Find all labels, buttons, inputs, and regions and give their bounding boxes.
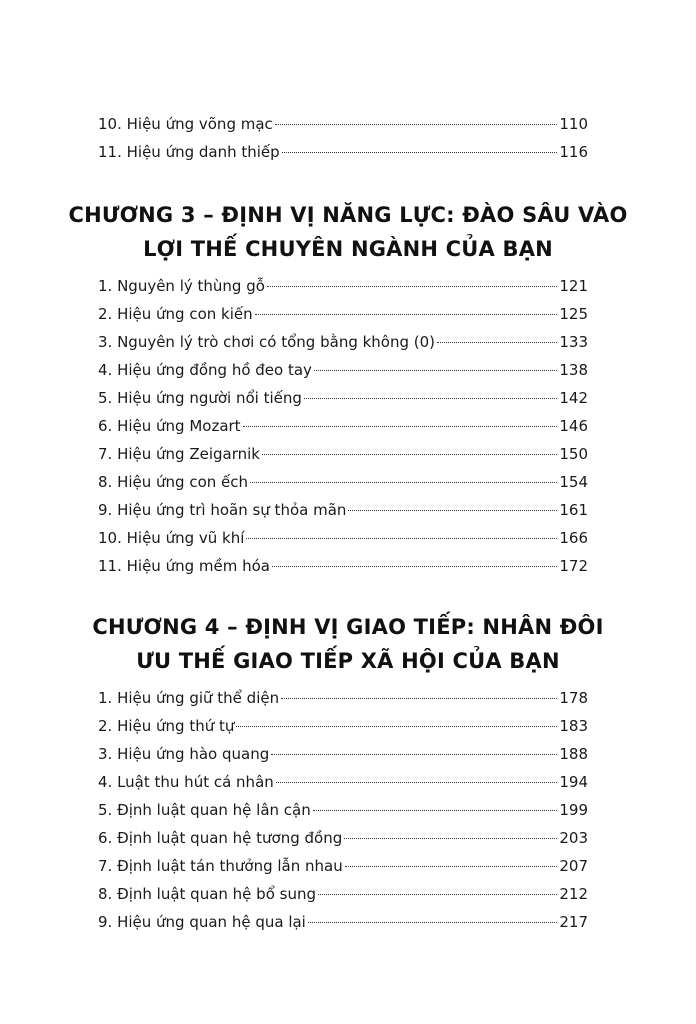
toc-entry-page-number: 183 (559, 717, 588, 735)
dot-leader (243, 426, 558, 427)
toc-entry (98, 852, 588, 880)
toc-entry-title: 1. Hiệu ứng giữ thể diện (98, 689, 280, 707)
toc-list-top (98, 110, 588, 166)
dot-leader (272, 566, 557, 567)
dot-leader (246, 538, 557, 539)
toc-entry-title: 8. Định luật quan hệ bổ sung (98, 885, 316, 903)
dot-leader (236, 726, 557, 727)
dot-leader (318, 894, 557, 895)
dot-leader (282, 152, 558, 153)
toc-entry (98, 908, 588, 936)
toc-entry (98, 740, 588, 768)
toc-entry-title: 9. Hiệu ứng trì hoãn sự thỏa mãn (98, 501, 347, 519)
toc-entry (98, 712, 588, 740)
toc-entry (98, 300, 588, 328)
toc-entry-title: 7. Hiệu ứng Zeigarnik (98, 445, 260, 463)
chapter-4-heading-line2: ƯU THẾ GIAO TIẾP XÃ HỘI CỦA BẠN (136, 649, 560, 673)
toc-entry-title: 2. Hiệu ứng thứ tự (98, 717, 235, 735)
dot-leader (255, 314, 558, 315)
toc-entry (98, 110, 588, 138)
toc-entry (98, 824, 588, 852)
toc-entry-title: 5. Hiệu ứng người nổi tiếng (98, 389, 302, 407)
dot-leader (281, 698, 557, 699)
toc-entry (98, 524, 588, 552)
toc-entry-title: 5. Định luật quan hệ lân cận (98, 801, 311, 819)
toc-entry (98, 496, 588, 524)
dot-leader (308, 922, 558, 923)
dot-leader (304, 398, 557, 399)
toc-entry (98, 796, 588, 824)
chapter-3-heading (60, 198, 636, 266)
toc-entry-title: 2. Hiệu ứng con kiến (98, 305, 253, 323)
toc-entry-page-number: 212 (559, 885, 588, 903)
dot-leader (267, 286, 557, 287)
toc-entry-page-number: 110 (559, 115, 588, 133)
dot-leader (250, 482, 557, 483)
dot-leader (271, 754, 557, 755)
toc-entry-title: 10. Hiệu ứng võng mạc (98, 115, 273, 133)
toc-entry (98, 768, 588, 796)
toc-entry-title: 7. Định luật tán thưởng lẫn nhau (98, 857, 343, 875)
toc-entry-page-number: 161 (559, 501, 588, 519)
toc-entry-page-number: 207 (559, 857, 588, 875)
toc-entry (98, 412, 588, 440)
toc-entry (98, 138, 588, 166)
toc-entry-title: 3. Hiệu ứng hào quang (98, 745, 270, 763)
toc-entry-page-number: 142 (559, 389, 588, 407)
toc-entry-page-number: 138 (559, 361, 588, 379)
toc-entry (98, 328, 588, 356)
toc-entry (98, 440, 588, 468)
dot-leader (314, 370, 557, 371)
toc-entry-page-number: 116 (559, 143, 588, 161)
toc-entry-page-number: 166 (559, 529, 588, 547)
toc-entry-title: 9. Hiệu ứng quan hệ qua lại (98, 913, 306, 931)
dot-leader (348, 510, 557, 511)
toc-entry-page-number: 172 (559, 557, 588, 575)
toc-entry-page-number: 188 (559, 745, 588, 763)
dot-leader (276, 782, 558, 783)
toc-entry-title: 1. Nguyên lý thùng gỗ (98, 277, 265, 295)
toc-entry-page-number: 203 (559, 829, 588, 847)
toc-entry-page-number: 194 (559, 773, 588, 791)
toc-entry (98, 468, 588, 496)
toc-entry-title: 11. Hiệu ứng mềm hóa (98, 557, 270, 575)
chapter-4-heading-line1: CHƯƠNG 4 – ĐỊNH VỊ GIAO TIẾP: NHÂN ĐÔI (92, 615, 604, 639)
toc-entry (98, 384, 588, 412)
toc-entry (98, 552, 588, 580)
toc-entry-page-number: 150 (559, 445, 588, 463)
toc-list-chapter-4 (98, 684, 588, 936)
toc-entry (98, 356, 588, 384)
dot-leader (437, 342, 557, 343)
toc-entry (98, 272, 588, 300)
dot-leader (313, 810, 558, 811)
dot-leader (262, 454, 557, 455)
toc-entry-title: 6. Định luật quan hệ tương đồng (98, 829, 343, 847)
toc-entry-page-number: 154 (559, 473, 588, 491)
toc-entry-title: 6. Hiệu ứng Mozart (98, 417, 241, 435)
toc-entry (98, 684, 588, 712)
dot-leader (275, 124, 558, 125)
toc-entry-page-number: 199 (559, 801, 588, 819)
toc-entry-title: 4. Hiệu ứng đồng hồ đeo tay (98, 361, 312, 379)
toc-entry-title: 4. Luật thu hút cá nhân (98, 773, 274, 791)
dot-leader (344, 838, 557, 839)
toc-entry-page-number: 133 (559, 333, 588, 351)
toc-list-chapter-3 (98, 272, 588, 580)
toc-entry-title: 11. Hiệu ứng danh thiếp (98, 143, 280, 161)
toc-entry-title: 10. Hiệu ứng vũ khí (98, 529, 245, 547)
chapter-4-heading (60, 610, 636, 678)
toc-entry (98, 880, 588, 908)
toc-entry-page-number: 121 (559, 277, 588, 295)
toc-entry-title: 3. Nguyên lý trò chơi có tổng bằng không (0) (98, 333, 436, 351)
toc-entry-page-number: 125 (559, 305, 588, 323)
chapter-3-heading-line1: CHƯƠNG 3 – ĐỊNH VỊ NĂNG LỰC: ĐÀO SÂU VÀO (68, 203, 628, 227)
toc-entry-title: 8. Hiệu ứng con ếch (98, 473, 249, 491)
dot-leader (345, 866, 558, 867)
chapter-3-heading-line2: LỢI THẾ CHUYÊN NGÀNH CỦA BẠN (143, 237, 553, 261)
toc-entry-page-number: 146 (559, 417, 588, 435)
toc-entry-page-number: 178 (559, 689, 588, 707)
toc-entry-page-number: 217 (559, 913, 588, 931)
